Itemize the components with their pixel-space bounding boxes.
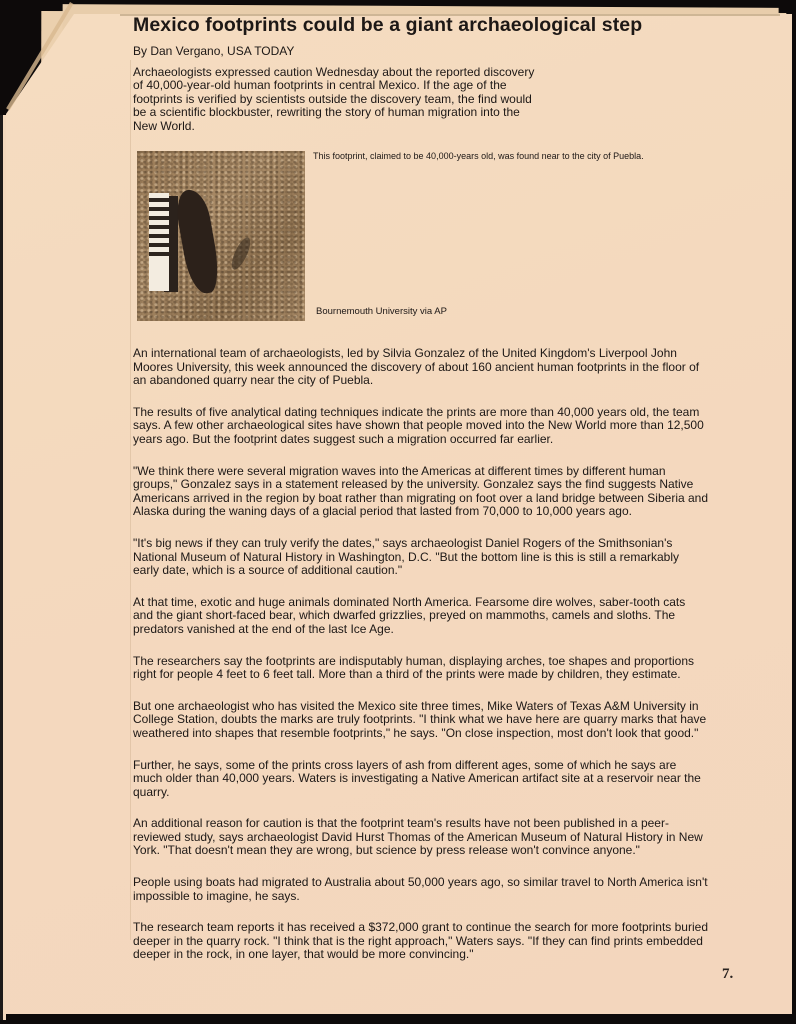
paragraph: But one archaeologist who has visited the Mexico site three times, Mike Waters of Texas A&M University in College Station, doubts the marks are truly footprints. "I think what we have here are quarry marks that have weathered into shapes that resemble footprints," he says. "On close inspection, most don't look that good." xyxy=(133,698,707,740)
article-headline: Mexico footprints could be a giant archaeological step xyxy=(133,14,643,36)
paragraph: The results of five analytical dating techniques indicate the prints are more than 40,000 years old, the team says. A few other archaeological sites have shown that people moved into the New World more than 12,500 years ago. But the footprint dates suggest such a migration occurred far earlier. xyxy=(133,404,704,446)
footprint-shape-faint xyxy=(228,235,254,272)
margin-line xyxy=(130,60,131,940)
footprint-photo xyxy=(137,151,305,321)
paragraph: An additional reason for caution is that the footprint team's results have not been published in a peer-reviewed study, says archaeologist David Hurst Thomas of the American Museum of Natural History in New York. "That doesn't mean they are wrong, but science by press release won't convince anyone." xyxy=(133,816,703,858)
article-figure xyxy=(133,151,713,323)
paragraph: At that time, exotic and huge animals dominated North America. Fearsome dire wolves, saber-tooth cats and the giant short-faced bear, which dwarfed grizzlies, preyed on mammoths, camels and sloths. The predators vanished at the end of the last Ice Age. xyxy=(133,594,686,636)
scale-bar xyxy=(149,193,169,291)
bottom-shadow xyxy=(6,1014,796,1024)
paragraph: The research team reports it has received a $372,000 grant to continue the search for more footprints buried deeper in the quarry rock. "I think that is the right approach," Waters says. "If they can find prints embedded deeper in the rock, in one layer, that would be more convincing." xyxy=(133,920,708,962)
paragraph: The researchers say the footprints are indisputably human, displaying arches, toe shapes and proportions right for people 4 feet to 6 feet tall. More than a third of the prints were made by children, they estimate. xyxy=(133,653,694,682)
article xyxy=(133,12,713,962)
paragraph: Further, he says, some of the prints cross layers of ash from different ages, some of which he says are much older than 40,000 years. Waters is investigating a Native American artifact site at a reservoir near the quarry. xyxy=(133,757,701,799)
handwritten-page-number: 7. xyxy=(722,966,734,982)
photo-credit: Bournemouth University via AP xyxy=(316,306,447,318)
footprint-shape xyxy=(173,187,223,296)
article-body xyxy=(133,347,713,962)
paragraph: "We think there were several migration waves into the Americas at different times by different human groups," Gonzalez says in a statement released by the university. Gonzalez says the find suggests Native Americans arrived in the region by boat rather than migrating on foot over a land bridge between Siberia and Alaska during the waning days of a glacial period that lasted from 70,000 to 10,000 years ago. xyxy=(133,463,709,519)
article-lede: Archaeologists expressed caution Wednesday about the reported discovery of 40,000-year-old human footprints in central Mexico. If the age of the footprints is verified by scientists outside the discovery team, the find would be a scientific blockbuster, rewriting the story of human migration into the New World. xyxy=(133,65,535,133)
article-byline: By Dan Vergano, USA TODAY xyxy=(133,44,295,58)
paragraph: People using boats had migrated to Australia about 50,000 years ago, so similar travel to North America isn't impossible to imagine, he says. xyxy=(133,875,708,903)
paragraph: An international team of archaeologists, led by Silvia Gonzalez of the United Kingdom's Liverpool John Moores University, this week announced the discovery of about 160 ancient human footprints in the floor of an abandoned quarry near the city of Puebla. xyxy=(133,346,700,388)
paragraph: "It's big news if they can truly verify the dates," says archaeologist Daniel Rogers of the Smithsonian's National Museum of Natural History in Washington, D.C. "But the bottom line is this is still a remarkably early date, which is a source of additional caution." xyxy=(133,535,680,578)
photo-caption: This footprint, claimed to be 40,000-years old, was found near to the city of Puebla. xyxy=(313,151,644,162)
